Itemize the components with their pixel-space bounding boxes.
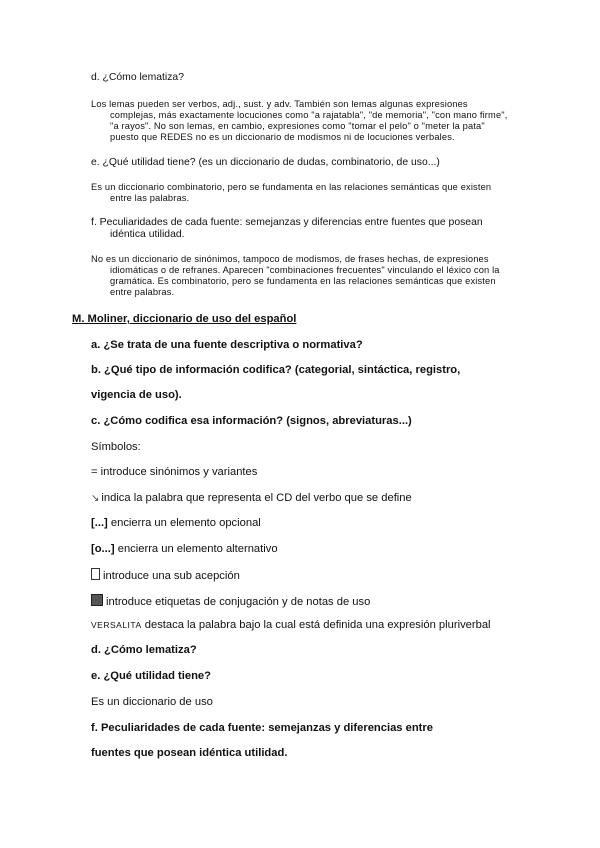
outline-box-icon [91, 568, 100, 580]
symbol-alternative-text: encierra un elemento alternativo [114, 543, 278, 555]
alternative-bracket-mark: [o...] [91, 543, 115, 555]
symbol-arrow-text: indica la palabra que representa el CD del verbo que se define [101, 492, 412, 504]
answer-e-usage: Es un diccionario de uso [91, 696, 213, 708]
symbol-alternative-row [91, 543, 278, 555]
question-f-line-1: f. Peculiaridades de cada fuente: semejanzas y diferencias entre fuentes que posean [91, 217, 483, 228]
answer-f-line-4: entre palabras. [110, 287, 175, 297]
symbol-versalita-row [91, 619, 491, 631]
symbol-labels-text: introduce etiquetas de conjugación y de notas de uso [106, 596, 371, 608]
answer-d-line-2: complejas, más exactamente locuciones como "a rajatabla", "de memoria", "con mano firme", [110, 110, 508, 120]
answer-d-line-1: Los lemas pueden ser verbos, adj., sust. y adv. También son lemas algunas expresiones [91, 99, 468, 109]
symbols-label: Símbolos: [91, 441, 141, 453]
symbol-optional-text: encierra un elemento opcional [107, 517, 261, 529]
symbol-subsense-text: introduce una sub acepción [103, 570, 240, 582]
symbol-versalita-text: destaca la palabra bajo la cual está definida una expresión pluriverbal [141, 619, 491, 631]
filled-square-icon [91, 594, 103, 606]
versalita-mark: VERSALITA [91, 620, 142, 630]
symbol-subsense-row [91, 568, 240, 582]
down-right-arrow-icon: ↘ [91, 493, 100, 504]
optional-bracket-mark: [...] [91, 517, 108, 529]
answer-f-line-2: idiomáticas o de refranes. Aparecen "combinaciones frecuentes" vinculando el léxico con la [110, 265, 500, 275]
symbol-equals-row: = introduce sinónimos y variantes [91, 466, 258, 478]
question-a-descriptive: a. ¿Se trata de una fuente descriptiva o normativa? [91, 339, 363, 351]
answer-f-line-3: gramática. Es combinatorio, pero se fundamenta en las relaciones semánticas que existen [110, 276, 496, 286]
question-d-lemmatize-2: d. ¿Cómo lematiza? [91, 644, 197, 656]
section-heading-moliner: M. Moliner, diccionario de uso del español [72, 313, 297, 325]
answer-d-line-4: puesto que REDES no es un diccionario de modismos ni de locuciones verbales. [110, 132, 455, 142]
answer-e-line-2: entre las palabras. [110, 193, 190, 203]
question-f-line-2: idéntica utilidad. [110, 229, 185, 240]
question-f-line-1-2: f. Peculiaridades de cada fuente: semejanzas y diferencias entre [91, 722, 433, 734]
question-e-utility: e. ¿Qué utilidad tiene? (es un diccionario de dudas, combinatorio, de uso...) [91, 157, 440, 168]
question-b-line-2: vigencia de uso). [91, 389, 182, 401]
symbol-optional-row [91, 517, 261, 529]
question-d-lemmatize: d. ¿Cómo lematiza? [91, 72, 184, 83]
symbol-arrow-row [91, 492, 412, 504]
answer-e-line-1: Es un diccionario combinatorio, pero se fundamenta en las relaciones semánticas que existen [91, 182, 492, 192]
symbol-labels-row [91, 594, 370, 608]
answer-d-line-3: "a rayos". No son lemas, en cambio, expresiones como "tomar el pelo" o "meter la pata" [110, 121, 485, 131]
question-c-encoding: c. ¿Cómo codifica esa información? (signos, abreviaturas...) [91, 415, 412, 427]
question-b-line-1: b. ¿Qué tipo de información codifica? (categorial, sintáctica, registro, [91, 364, 461, 376]
question-f-line-2-2: fuentes que posean idéntica utilidad. [91, 747, 288, 759]
answer-f-line-1: No es un diccionario de sinónimos, tampoco de modismos, de frases hechas, de expresiones [91, 254, 489, 264]
question-e-utility-2: e. ¿Qué utilidad tiene? [91, 670, 211, 682]
